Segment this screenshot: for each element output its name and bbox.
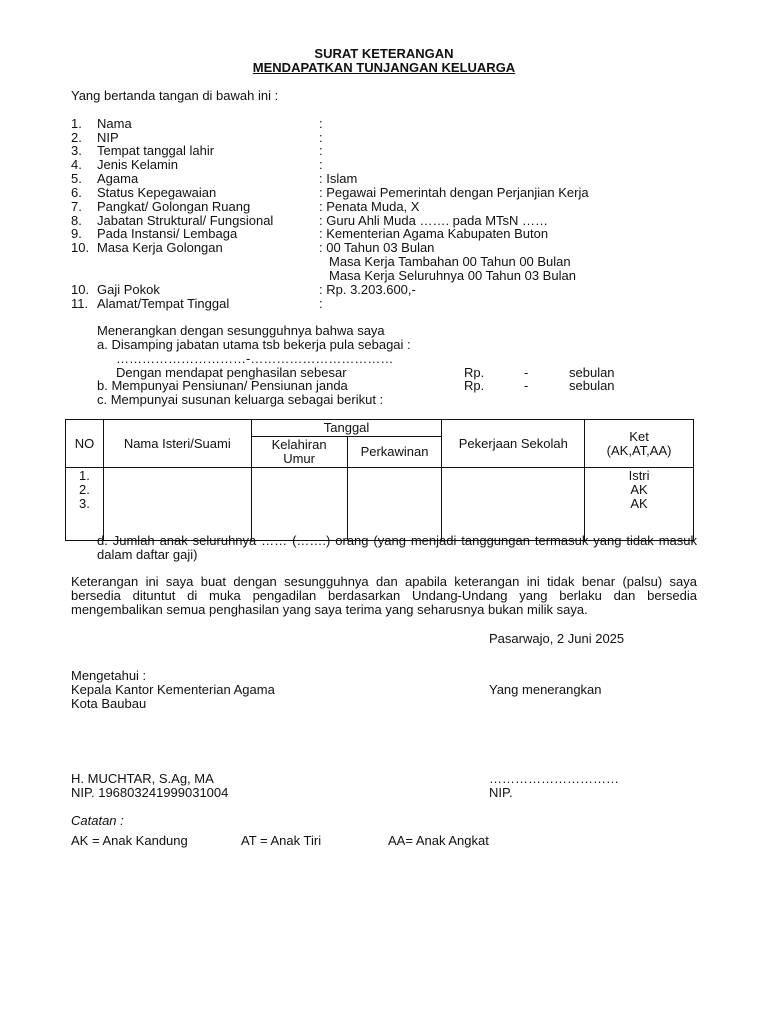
declaration-item-d: d. Jumlah anak seluruhnya …… (…….) orang (yang menjadi tanggungan termasuk yang tidak masuk dalam daftar gaji) (97, 533, 697, 562)
amount-dash: - (524, 365, 529, 380)
field-num: 1. (71, 116, 82, 131)
masa-kerja-seluruhnya: Masa Kerja Seluruhnya 00 Tahun 03 Bulan (329, 268, 576, 283)
header-pekerjaan: Pekerjaan Sekolah (442, 420, 585, 468)
signer-city: Kota Baubau (71, 696, 147, 711)
header-no: NO (66, 420, 104, 468)
field-label: NIP (97, 130, 119, 145)
currency-label: Rp. (464, 365, 485, 380)
document-title: SURAT KETERANGAN (314, 46, 454, 61)
field-label: Tempat tanggal lahir (97, 143, 215, 158)
row-no: 3. (79, 496, 90, 511)
field-label: Nama (97, 116, 132, 131)
field-num: 7. (71, 199, 82, 214)
perkawinan-column (347, 468, 442, 541)
field-value: : Islam (319, 171, 358, 186)
ket-column (585, 468, 694, 541)
row-ket: AK (630, 482, 648, 497)
declaration-item-c: c. Mempunyai susunan keluarga sebagai berikut : (97, 392, 384, 407)
field-label: Pangkat/ Golongan Ruang (97, 199, 251, 214)
field-value: : (319, 130, 323, 145)
row-no: 1. (79, 468, 90, 483)
header-ket-sub: (AK,AT,AA) (606, 442, 672, 458)
intro-text: Yang bertanda tangan di bawah ini : (71, 88, 279, 103)
no-column (66, 468, 104, 541)
declaration-item-b: b. Mempunyai Pensiunan/ Pensiunan janda (97, 378, 348, 393)
table-body-row (66, 468, 694, 541)
note-at: AT = Anak Tiri (241, 833, 322, 848)
field-value: : Kementerian Agama Kabupaten Buton (319, 226, 549, 241)
field-num: 10. (71, 240, 90, 255)
field-value: : 00 Tahun 03 Bulan (319, 240, 435, 255)
header-nama: Nama Isteri/Suami (103, 420, 251, 468)
declaration-a-income: Dengan mendapat penghasilan sebesar (116, 365, 347, 380)
document-subtitle: MENDAPATKAN TUNJANGAN KELUARGA (252, 60, 516, 75)
field-value: : Penata Muda, X (319, 199, 420, 214)
field-num: 10. (71, 282, 90, 297)
field-num: 5. (71, 171, 82, 186)
header-ket-label: Ket (629, 428, 649, 444)
nama-column (103, 468, 251, 541)
field-label: Agama (97, 171, 139, 186)
field-num: 2. (71, 130, 82, 145)
field-value: : Pegawai Pemerintah dengan Perjanjian Kerja (319, 185, 589, 200)
family-table (65, 419, 694, 541)
field-label: Jabatan Struktural/ Fungsional (97, 213, 274, 228)
field-num: 6. (71, 185, 82, 200)
field-value: : (319, 157, 323, 172)
field-num: 11. (71, 296, 89, 311)
field-label: Gaji Pokok (97, 282, 160, 297)
note-ak: AK = Anak Kandung (71, 833, 188, 848)
field-value: : (319, 143, 323, 158)
header-perkawinan: Perkawinan (347, 437, 442, 468)
row-ket: Istri (628, 468, 650, 483)
row-no: 2. (79, 482, 90, 497)
mengetahui-label: Mengetahui : (71, 668, 147, 683)
field-num: 8. (71, 213, 82, 228)
field-value: : Rp. 3.203.600,- (319, 282, 416, 297)
field-label: Jenis Kelamin (97, 157, 178, 172)
period-label: sebulan (569, 378, 615, 393)
declaration-lead: Menerangkan dengan sesungguhnya bahwa saya (97, 323, 385, 338)
closing-paragraph: Keterangan ini saya buat dengan sesungguhnya dan apabila keterangan ini tidak benar (palsu) saya bersedia dituntut di muka pengadilan berdasarkan Undang-Undang yang berlaku dan bersedia mengembalikan semua penghasilan yang saya terima yang seharusnya bukan milik saya. (71, 574, 697, 617)
header-ket (585, 420, 694, 468)
field-num: 4. (71, 157, 82, 172)
period-label: sebulan (569, 365, 615, 380)
table-header-row (66, 420, 694, 437)
field-value: : (319, 296, 323, 311)
header-tanggal: Tanggal (251, 420, 442, 437)
header-kelahiran: Kelahiran Umur (251, 437, 347, 468)
field-num: 3. (71, 143, 82, 158)
right-signer-nip: NIP. (489, 785, 513, 800)
field-value: : Guru Ahli Muda ……. pada MTsN …… (319, 213, 549, 228)
row-ket: AK (630, 496, 648, 511)
note-aa: AA= Anak Angkat (388, 833, 489, 848)
signer-nip: NIP. 196803241999031004 (71, 785, 229, 800)
declaration-a-dots: …………………………-…………………………… (116, 351, 394, 366)
signer-position: Kepala Kantor Kementerian Agama (71, 682, 275, 697)
notes-label: Catatan : (71, 813, 124, 828)
right-signer-label: Yang menerangkan (489, 682, 602, 697)
field-label: Alamat/Tempat Tinggal (97, 296, 230, 311)
kelahiran-column (251, 468, 347, 541)
field-label: Pada Instansi/ Lembaga (97, 226, 238, 241)
declaration-item-a: a. Disamping jabatan utama tsb bekerja pula sebagai : (97, 337, 411, 352)
right-signer-dots: ………………………… (489, 771, 619, 786)
field-label: Status Kepegawaian (97, 185, 217, 200)
place-date: Pasarwajo, 2 Juni 2025 (489, 631, 625, 646)
pekerjaan-column (442, 468, 585, 541)
field-label: Masa Kerja Golongan (97, 240, 223, 255)
field-num: 9. (71, 226, 82, 241)
amount-dash: - (524, 378, 529, 393)
field-value: : (319, 116, 323, 131)
currency-label: Rp. (464, 378, 485, 393)
masa-kerja-tambahan: Masa Kerja Tambahan 00 Tahun 00 Bulan (329, 254, 571, 269)
signer-name: H. MUCHTAR, S.Ag, MA (71, 771, 214, 786)
